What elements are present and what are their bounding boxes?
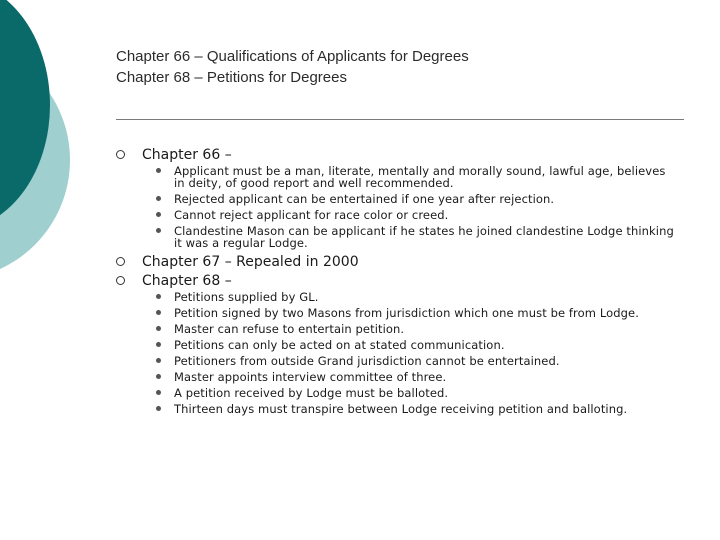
slide-title (116, 46, 676, 88)
list-item-text: Master can refuse to entertain petition. (174, 322, 405, 336)
dot-bullet-icon (156, 390, 161, 395)
dot-bullet-icon (156, 358, 161, 363)
dot-bullet-icon (156, 168, 161, 173)
list-item (116, 165, 676, 189)
chapter-68-list (116, 291, 676, 415)
list-item (116, 355, 676, 367)
hollow-circle-bullet-icon (116, 150, 125, 159)
hollow-circle-bullet-icon (116, 276, 125, 285)
list-item-text: Petitions supplied by GL. (174, 290, 319, 304)
decorative-circles (0, 0, 110, 300)
section-heading: Chapter 68 – (142, 273, 232, 289)
title-line-1: Chapter 66 – Qualifications of Applicants for Degrees (116, 48, 469, 65)
list-item (116, 323, 676, 335)
dot-bullet-icon (156, 326, 161, 331)
list-item-text: Clandestine Mason can be applicant if he states he joined clandestine Lodge thinking it was a regular Lodge. (174, 224, 674, 250)
list-item-text: Rejected applicant can be entertained if one year after rejection. (174, 192, 555, 206)
dot-bullet-icon (156, 406, 161, 411)
list-item (116, 225, 676, 249)
dot-bullet-icon (156, 310, 161, 315)
list-item-text: A petition received by Lodge must be balloted. (174, 386, 449, 400)
slide-body (116, 146, 676, 419)
dot-bullet-icon (156, 212, 161, 217)
dot-bullet-icon (156, 374, 161, 379)
list-item (116, 193, 676, 205)
section-chapter-66 (116, 146, 676, 164)
list-item (116, 339, 676, 351)
section-heading: Chapter 67 – Repealed in 2000 (142, 254, 359, 270)
section-chapter-67 (116, 253, 676, 271)
list-item-text: Petition signed by two Masons from jurisdiction which one must be from Lodge. (174, 306, 639, 320)
list-item (116, 371, 676, 383)
list-item-text: Master appoints interview committee of three. (174, 370, 447, 384)
section-chapter-68 (116, 272, 676, 290)
dot-bullet-icon (156, 196, 161, 201)
list-item-text: Petitions can only be acted on at stated communication. (174, 338, 505, 352)
dot-bullet-icon (156, 342, 161, 347)
list-item-text: Petitioners from outside Grand jurisdiction cannot be entertained. (174, 354, 560, 368)
chapter-66-list (116, 165, 676, 249)
section-heading: Chapter 66 – (142, 147, 232, 163)
list-item-text: Cannot reject applicant for race color or creed. (174, 208, 449, 222)
title-divider (116, 119, 684, 120)
hollow-circle-bullet-icon (116, 257, 125, 266)
list-item (116, 291, 676, 303)
list-item (116, 387, 676, 399)
dot-bullet-icon (156, 228, 161, 233)
title-line-2: Chapter 68 – Petitions for Degrees (116, 69, 347, 86)
list-item-text: Thirteen days must transpire between Lodge receiving petition and balloting. (174, 402, 628, 416)
list-item (116, 209, 676, 221)
list-item (116, 403, 676, 415)
dot-bullet-icon (156, 294, 161, 299)
list-item-text: Applicant must be a man, literate, mentally and morally sound, lawful age, believes in deity, of good report and well recommended. (174, 164, 666, 190)
list-item (116, 307, 676, 319)
